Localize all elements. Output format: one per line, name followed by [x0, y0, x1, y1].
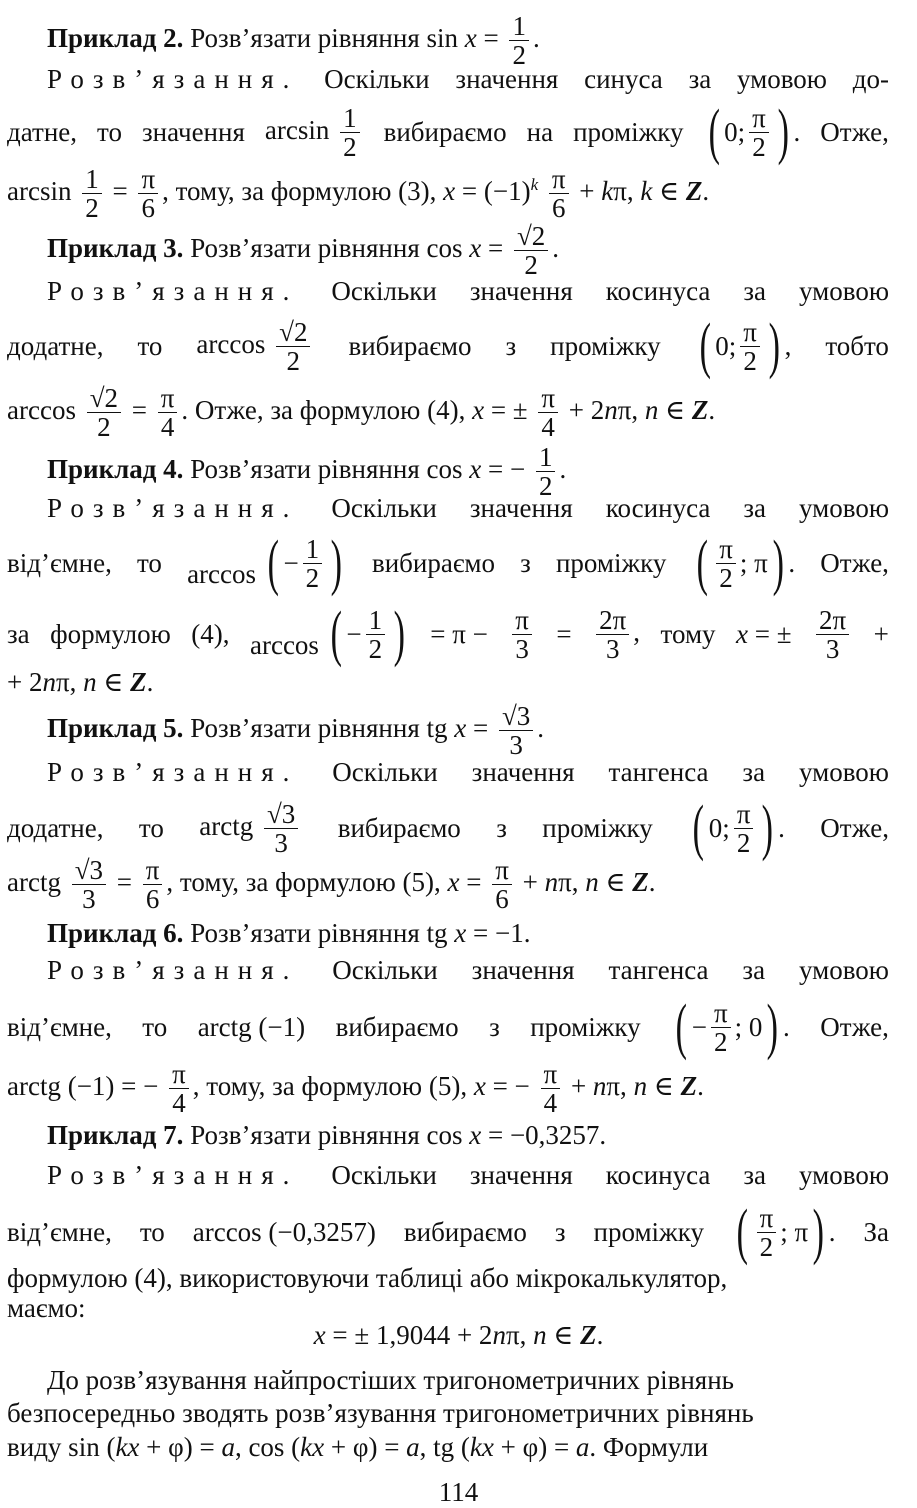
example-5-heading: Приклад 5. Розв’язати рівняння tg x = $\frac{√3}{3}$ . [47, 701, 545, 761]
example-2-solution-line-1: Розв’язання. Оскільки значення синуса за умовою до- [47, 64, 889, 94]
example-3-heading: Приклад 3. Розв’язати рівняння cos x = $\frac{√2}{2}$ . [47, 221, 560, 281]
example-4-solution-line-4: + 2nπ, n ∈ Z. [7, 667, 154, 697]
page-number: 114 [438, 1477, 479, 1507]
example-2-solution-line-2: датне, то значення arcsin $\frac{1}{2}$ вибираємо на проміжку ( 0; $\frac{\pi}{2}$ ) . Отже, [7, 97, 889, 166]
example-6-solution-line-2: від’ємне, то arctg (−1) вибираємо з проміжку ( − $\frac{\pi}{2}$ ; 0 ) . Отже, [7, 992, 889, 1061]
example-6-solution-line-3: arctg (−1) = − $\frac{\pi}{4}$ , тому, за формулою (5), x = − $\frac{\pi}{4}$ + nπ, n ∈ Z. [7, 1059, 704, 1119]
example-3-solution-line-2: додатне, то arccos $\frac{√2}{2}$ вибираємо з проміжку ( 0; $\frac{\pi}{2}$ ) , тобто [7, 311, 889, 380]
example-5-solution-line-3: arctg $\frac{√3}{3}$ = $\frac{\pi}{6}$ , тому, за формулою (5), x = $\frac{\pi}{6}$ + nπ, n ∈ Z. [7, 855, 656, 915]
example-6-heading: Приклад 6. Розв’язати рівняння tg x = −1. [47, 918, 531, 948]
example-7-result: x = ± 1,9044 + 2nπ, n ∈ Z. [313, 1320, 604, 1350]
example-2-solution-line-3: arcsin $\frac{1}{2}$ = $\frac{\pi}{6}$ , тому, за формулою (3), $x = (-1)^k$ $\frac{\pi}{6}$ + kπ, k ∈ Z. [7, 164, 710, 224]
example-2-heading: Приклад 2. Розв’язати рівняння sin x = $\frac{1}{2}$ . [47, 11, 540, 71]
example-6-solution-line-1: Розв’язання. Оскільки значення тангенса за умовою [47, 955, 889, 985]
example-3-solution-line-1: Розв’язання. Оскільки значення косинуса за умовою [47, 276, 889, 306]
example-4-heading: Приклад 4. Розв’язати рівняння cos x = − $\frac{1}{2}$ . [47, 442, 567, 502]
example-4-solution-line-1: Розв’язання. Оскільки значення косинуса за умовою [47, 493, 889, 523]
example-7-solution-line-3: формулою (4), використовуючи таблиці або мікрокалькулятор, [7, 1263, 728, 1293]
example-4-solution-line-3: за формулою (4), arccos ( − $\frac{1}{2}$ ) = π − $\frac{\pi}{3}$ = $\frac{2\pi}{3}$ , тому x = ± $\frac{2\pi}{3}$ + [7, 599, 889, 668]
final-paragraph-line-3: виду sin (kx + φ) = a, cos (kx + φ) = a, tg (kx + φ) = a. Формули [7, 1432, 709, 1462]
example-7-solution-line-2: від’ємне, то arccos (−0,3257) вибираємо з проміжку ( $\frac{\pi}{2}$ ; π ) . За [7, 1197, 889, 1266]
example-3-solution-line-3: arccos $\frac{√2}{2}$ = $\frac{\pi}{4}$ . Отже, за формулою (4), x = ± $\frac{\pi}{4}$ + 2nπ, n ∈ Z. [7, 383, 716, 443]
final-paragraph-line-1: До розв’язування найпростіших тригонометричних рівнянь [47, 1365, 734, 1395]
final-paragraph-line-2: безпосередньо зводять розв’язування тригонометричних рівнянь [7, 1398, 754, 1428]
example-4-solution-line-2: від’ємне, то arccos ( − $\frac{1}{2}$ ) вибираємо з проміжку ( $\frac{\pi}{2}$ ; π ) . Отже, [7, 528, 889, 597]
example-7-solution-line-1: Розв’язання. Оскільки значення косинуса за умовою [47, 1160, 889, 1190]
example-5-solution-line-1: Розв’язання. Оскільки значення тангенса за умовою [47, 757, 889, 787]
example-7-solution-line-4: маємо: [7, 1293, 86, 1323]
example-7-heading: Приклад 7. Розв’язати рівняння cos x = −0,3257. [47, 1120, 607, 1150]
example-5-solution-line-2: додатне, то arctg $\frac{√3}{3}$ вибираємо з проміжку ( 0; $\frac{\pi}{2}$ ) . Отже, [7, 793, 889, 862]
